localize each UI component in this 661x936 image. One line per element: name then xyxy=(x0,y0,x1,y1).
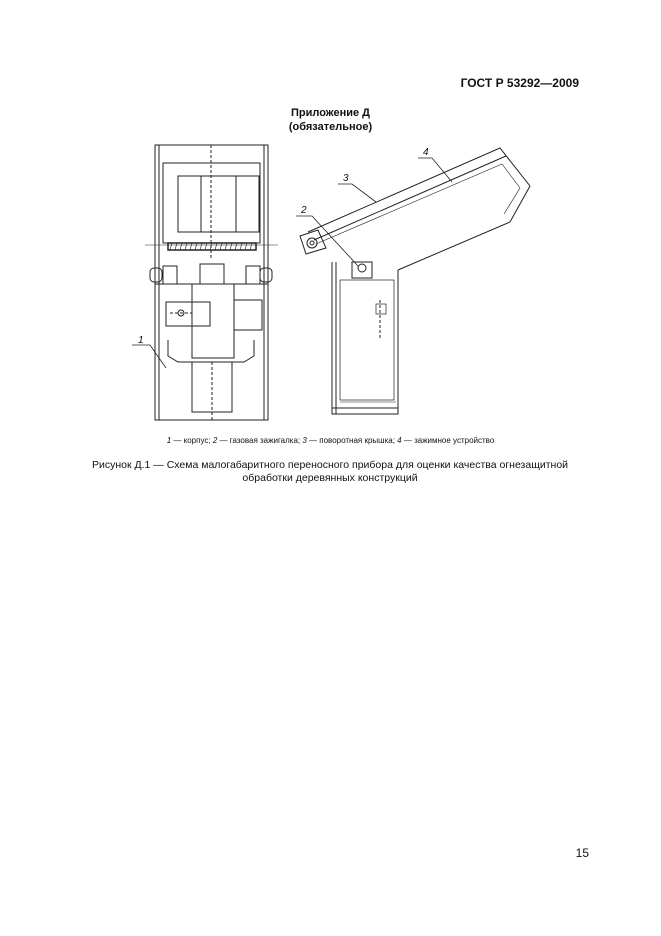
legend-text-4: — зажимное устройство xyxy=(401,436,495,445)
side-view xyxy=(300,148,530,414)
legend-text-1: — корпус; xyxy=(171,436,213,445)
legend-num-4: 4 xyxy=(397,436,402,445)
front-view xyxy=(145,145,278,420)
appendix-subtitle: (обязательное) xyxy=(288,121,373,133)
caption-line-1: Рисунок Д.1 — Схема малогабаритного переносного прибора для оценки качества огнезащитной xyxy=(91,459,569,471)
legend-text-3: — поворотная крышка; xyxy=(306,436,398,445)
legend-num-1: 1 xyxy=(166,436,172,445)
figure-caption xyxy=(90,459,570,485)
callout-4: 4 xyxy=(423,147,429,158)
legend-num-3: 3 xyxy=(302,436,307,445)
legend-num-2: 2 xyxy=(212,436,218,445)
document-number: ГОСТ Р 53292—2009 xyxy=(460,76,579,90)
legend-text-2: — газовая зажигалка; xyxy=(217,436,303,445)
callout-3: 3 xyxy=(343,173,349,184)
callout-2: 2 xyxy=(301,205,307,216)
figure-legend xyxy=(0,436,661,445)
caption-line-2: обработки деревянных конструкций xyxy=(242,472,418,484)
page-number: 15 xyxy=(575,846,589,860)
appendix-title: Приложение Д xyxy=(291,107,370,119)
device-drawing xyxy=(0,0,661,436)
callout-1: 1 xyxy=(138,335,144,346)
